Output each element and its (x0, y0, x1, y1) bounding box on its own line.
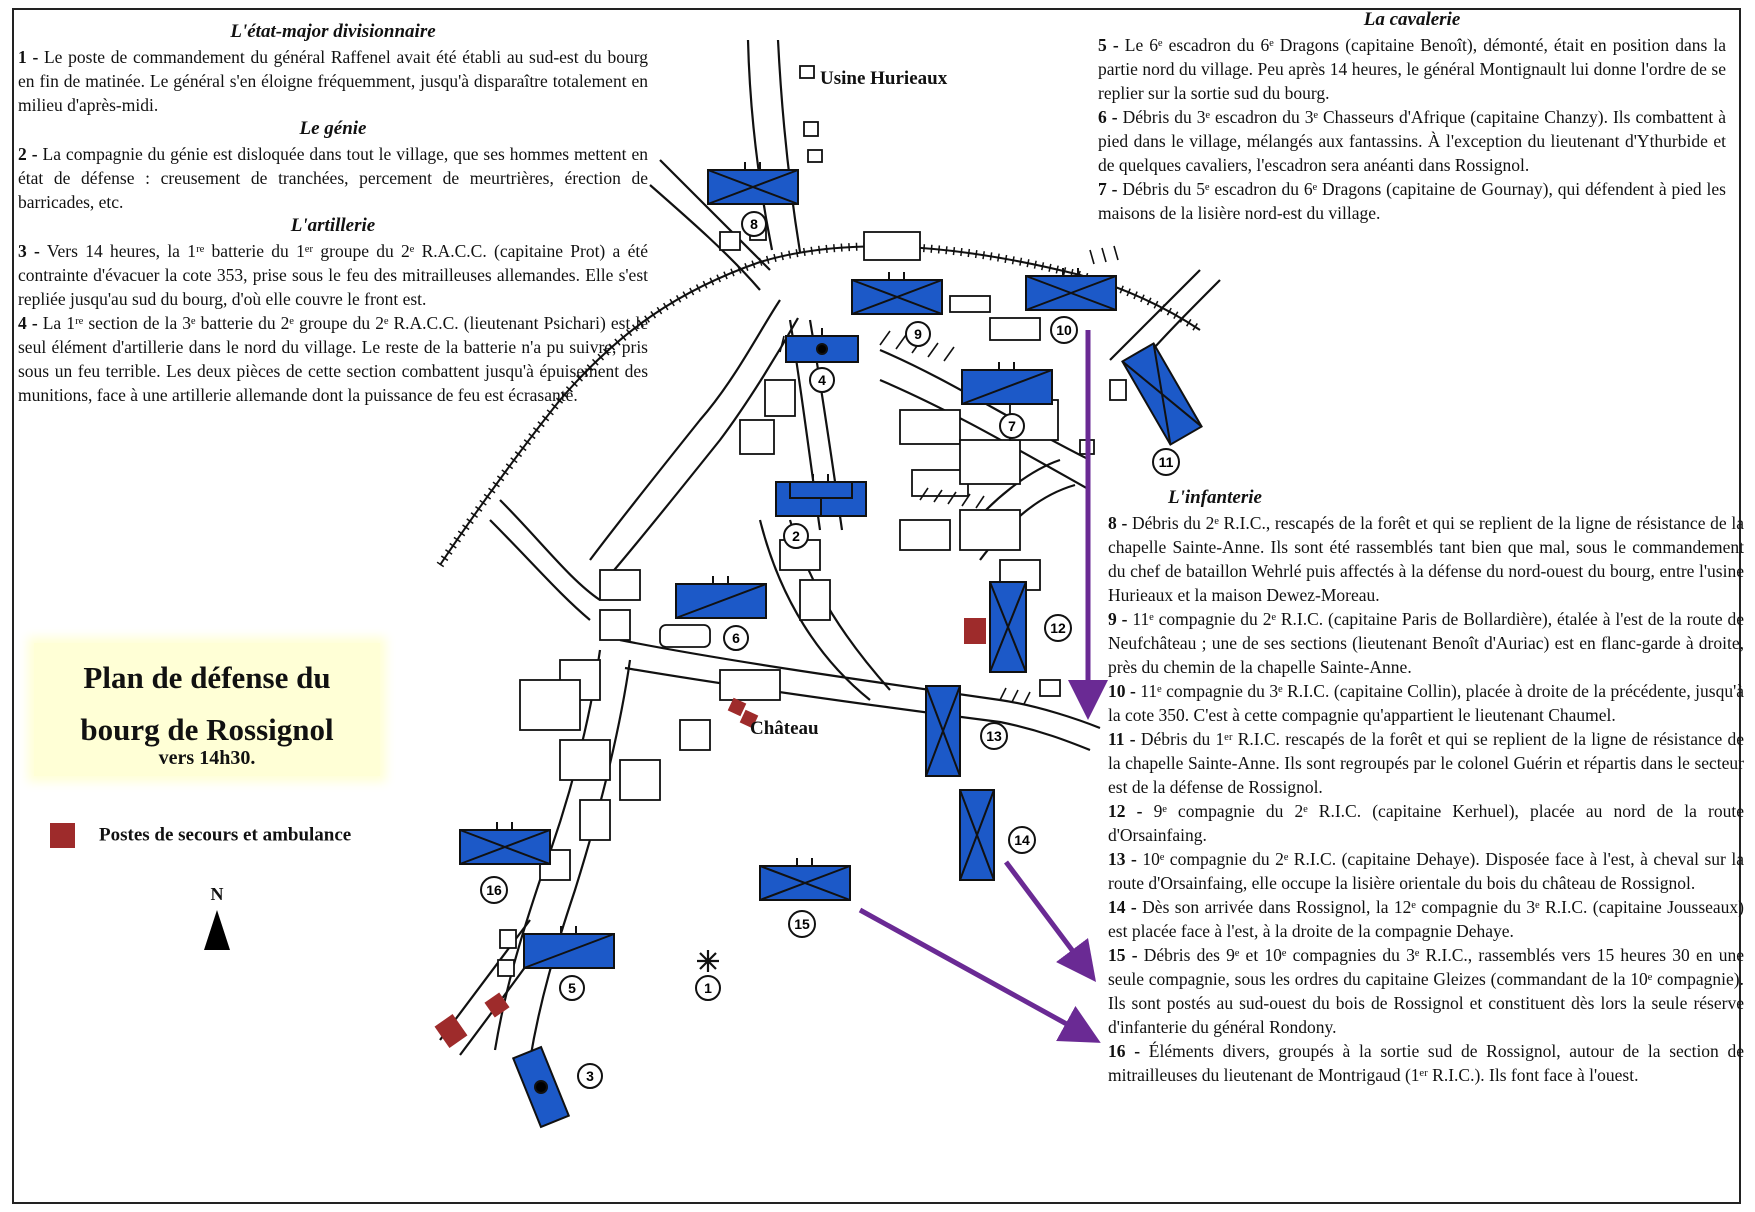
entry-9: 9 - 11ᵉ compagnie du 2ᵉ R.I.C. (capitaine Paris de Bollardière), étalée à l'est de la route de Neufchâteau ; une de ses sections (lieutenant Benoît d'Auriac) est en flanc-garde à droite, près du chemin de la chapelle Sainte-Anne. (1108, 609, 1745, 677)
heading-infanterie: L'infanterie (1168, 487, 1262, 508)
svg-text:10: 10 (1056, 322, 1072, 338)
aid-post-swatch-icon (50, 823, 75, 848)
heading-cavalerie: La cavalerie (1363, 9, 1461, 30)
svg-text:4: 4 (818, 372, 826, 388)
north-label: N (210, 884, 224, 904)
map-legend (50, 823, 351, 848)
svg-text:14: 14 (1014, 832, 1030, 848)
svg-text:9: 9 (914, 326, 922, 342)
entry-10: 10 - 11ᵉ compagnie du 3ᵉ R.I.C. (capitaine Collin), placée à droite de la précédente, jusqu'à la cote 350. C'est à cette compagnie qu'appartient le lieutenant Chaumel. (1108, 681, 1745, 725)
entry-3: 3 - Vers 14 heures, la 1ʳᵉ batterie du 1ᵉʳ groupe du 2ᵉ R.A.C.C. (capitaine Prot) a été contrainte d'évacuer la cote 353, prise sous le feu des mitrailleuses allemandes. Elle s'est repliée jusqu'au sud du bourg, d'où elle couvre le front est. (18, 241, 648, 309)
entry-7: 7 - Débris du 5ᵉ escadron du 6ᵉ Dragons (capitaine de Gournay), qui défendent à pied les maisons de la lisière nord-est du village. (1098, 179, 1726, 223)
entry-5: 5 - Le 6ᵉ escadron du 6ᵉ Dragons (capitaine Benoît), démonté, était en position dans la partie nord du village. Peu après 14 heures, le général Montignault lui donne l'ordre de se replier sur la sortie sud du bourg. (1098, 35, 1727, 103)
legend-text-cavalerie (1098, 8, 1726, 225)
svg-text:3: 3 (586, 1068, 594, 1084)
svg-text:16: 16 (486, 882, 502, 898)
entry-4: 4 - La 1ʳᵉ section de la 3ᵉ batterie du 2ᵉ groupe du 2ᵉ R.A.C.C. (lieutenant Psichari) est le seul élément d'artillerie dans le nord du village. Le reste de la batterie n'a pu suivre, pris sous un feu terrible. Les deux pièces de cette section combattent jusqu'à épuisement des munitions, face à une artillerie allemande dont la puissance de feu est écrasante. (18, 313, 649, 405)
legend-text-left (18, 20, 648, 407)
map-title-line1: Plan de défense du (83, 660, 331, 695)
svg-text:6: 6 (732, 630, 740, 646)
entry-16: 16 - Éléments divers, groupés à la sortie sud de Rossignol, autour de la section de mitrailleuses du lieutenant de Montrigaud (1ᵉʳ R.I.C.). Ils font face à l'ouest. (1108, 1041, 1745, 1085)
entry-12: 12 - 9ᵉ compagnie du 2ᵉ R.I.C. (capitaine Kerhuel), placée au nord de la route d'Orsainfaing. (1108, 801, 1744, 845)
svg-text:15: 15 (794, 916, 810, 932)
svg-text:13: 13 (986, 728, 1002, 744)
label-chateau: Château (750, 718, 819, 739)
map-title-line3: vers 14h30. (158, 747, 256, 769)
map-title-box (34, 643, 380, 776)
entry-8: 8 - Débris du 2ᵉ R.I.C., rescapés de la forêt et qui se replient de la ligne de résistance de la chapelle Sainte-Anne. Ils sont été rassemblés tant bien que mal, sous le commandement du chef de bataillon Wehrlé puis affectés à la défense du nord-ouest du bourg, entre l'usine Hurieaux et la maison Dewez-Moreau. (1108, 513, 1745, 605)
entry-13: 13 - 10ᵉ compagnie du 2ᵉ R.I.C. (capitaine Dehaye). Disposée face à l'est, à cheval sur la route d'Orsainfaing, elle occupe la lisière orientale du bois du château de Rossignol. (1108, 849, 1744, 893)
entry-14: 14 - Dès son arrivée dans Rossignol, la 12ᵉ compagnie du 3ᵉ R.I.C. (capitaine Jousseaux) est placée face à l'est, à la droite de la compagnie Dehaye. (1108, 897, 1744, 941)
label-usine-hurieaux: Usine Hurieaux (820, 68, 948, 89)
svg-text:7: 7 (1008, 418, 1016, 434)
entry-6: 6 - Débris du 3ᵉ escadron du 3ᵉ Chasseurs d'Afrique (capitaine Chanzy). Ils combattent à pied dans le village, mélangés aux fantassins. À l'exception du lieutenant d'Ythurbide et de quelques cavaliers, l'escadron sera anéanti dans Rossignol. (1098, 107, 1726, 175)
entry-11: 11 - Débris du 1ᵉʳ R.I.C. rescapés de la forêt et qui se replient de la ligne de résistance de la chapelle Sainte-Anne. Ils sont regroupés par le colonel Guérin et répartis dans le secteur est de la défense de Rossignol. (1108, 729, 1745, 797)
entry-15: 15 - Débris des 9ᵉ et 10ᵉ compagnies du 3ᵉ R.I.C., rassemblés vers 15 heures 30 en une seule compagnie, sous les ordres du capitaine Gleizes (commandant de la 10ᵉ compagnie). Ils sont postés au sud-ouest du bois de Rossignol et constituent dès lors la seule réserve d'infanterie du général Rondony. (1108, 945, 1744, 1037)
svg-text:1: 1 (704, 980, 712, 996)
heading-etat-major: L'état-major divisionnaire (230, 21, 436, 42)
svg-text:2: 2 (792, 528, 800, 544)
svg-text:8: 8 (750, 216, 758, 232)
legend-label: Postes de secours et ambulance (99, 824, 352, 846)
north-arrow-icon (204, 910, 230, 950)
svg-text:11: 11 (1158, 454, 1174, 470)
heading-genie: Le génie (299, 118, 367, 139)
entry-2: 2 - La compagnie du génie est disloquée dans tout le village, que ses hommes mettent en état de défense : creusement de tranchées, percement de meurtrières, érection de barricades, etc. (18, 144, 649, 212)
svg-text:5: 5 (568, 980, 576, 996)
map-title-line2: bourg de Rossignol (80, 712, 334, 747)
entry-1: 1 - Le poste de commandement du général Raffenel avait été établi au sud-est du bourg en fin de matinée. Le général s'en éloigne fréquemment, jusqu'à disparaître totalement en milieu d'après-midi. (18, 47, 649, 115)
heading-artillerie: L'artillerie (290, 215, 376, 236)
svg-text:12: 12 (1050, 620, 1066, 636)
legend-text-infanterie (1108, 486, 1744, 1087)
